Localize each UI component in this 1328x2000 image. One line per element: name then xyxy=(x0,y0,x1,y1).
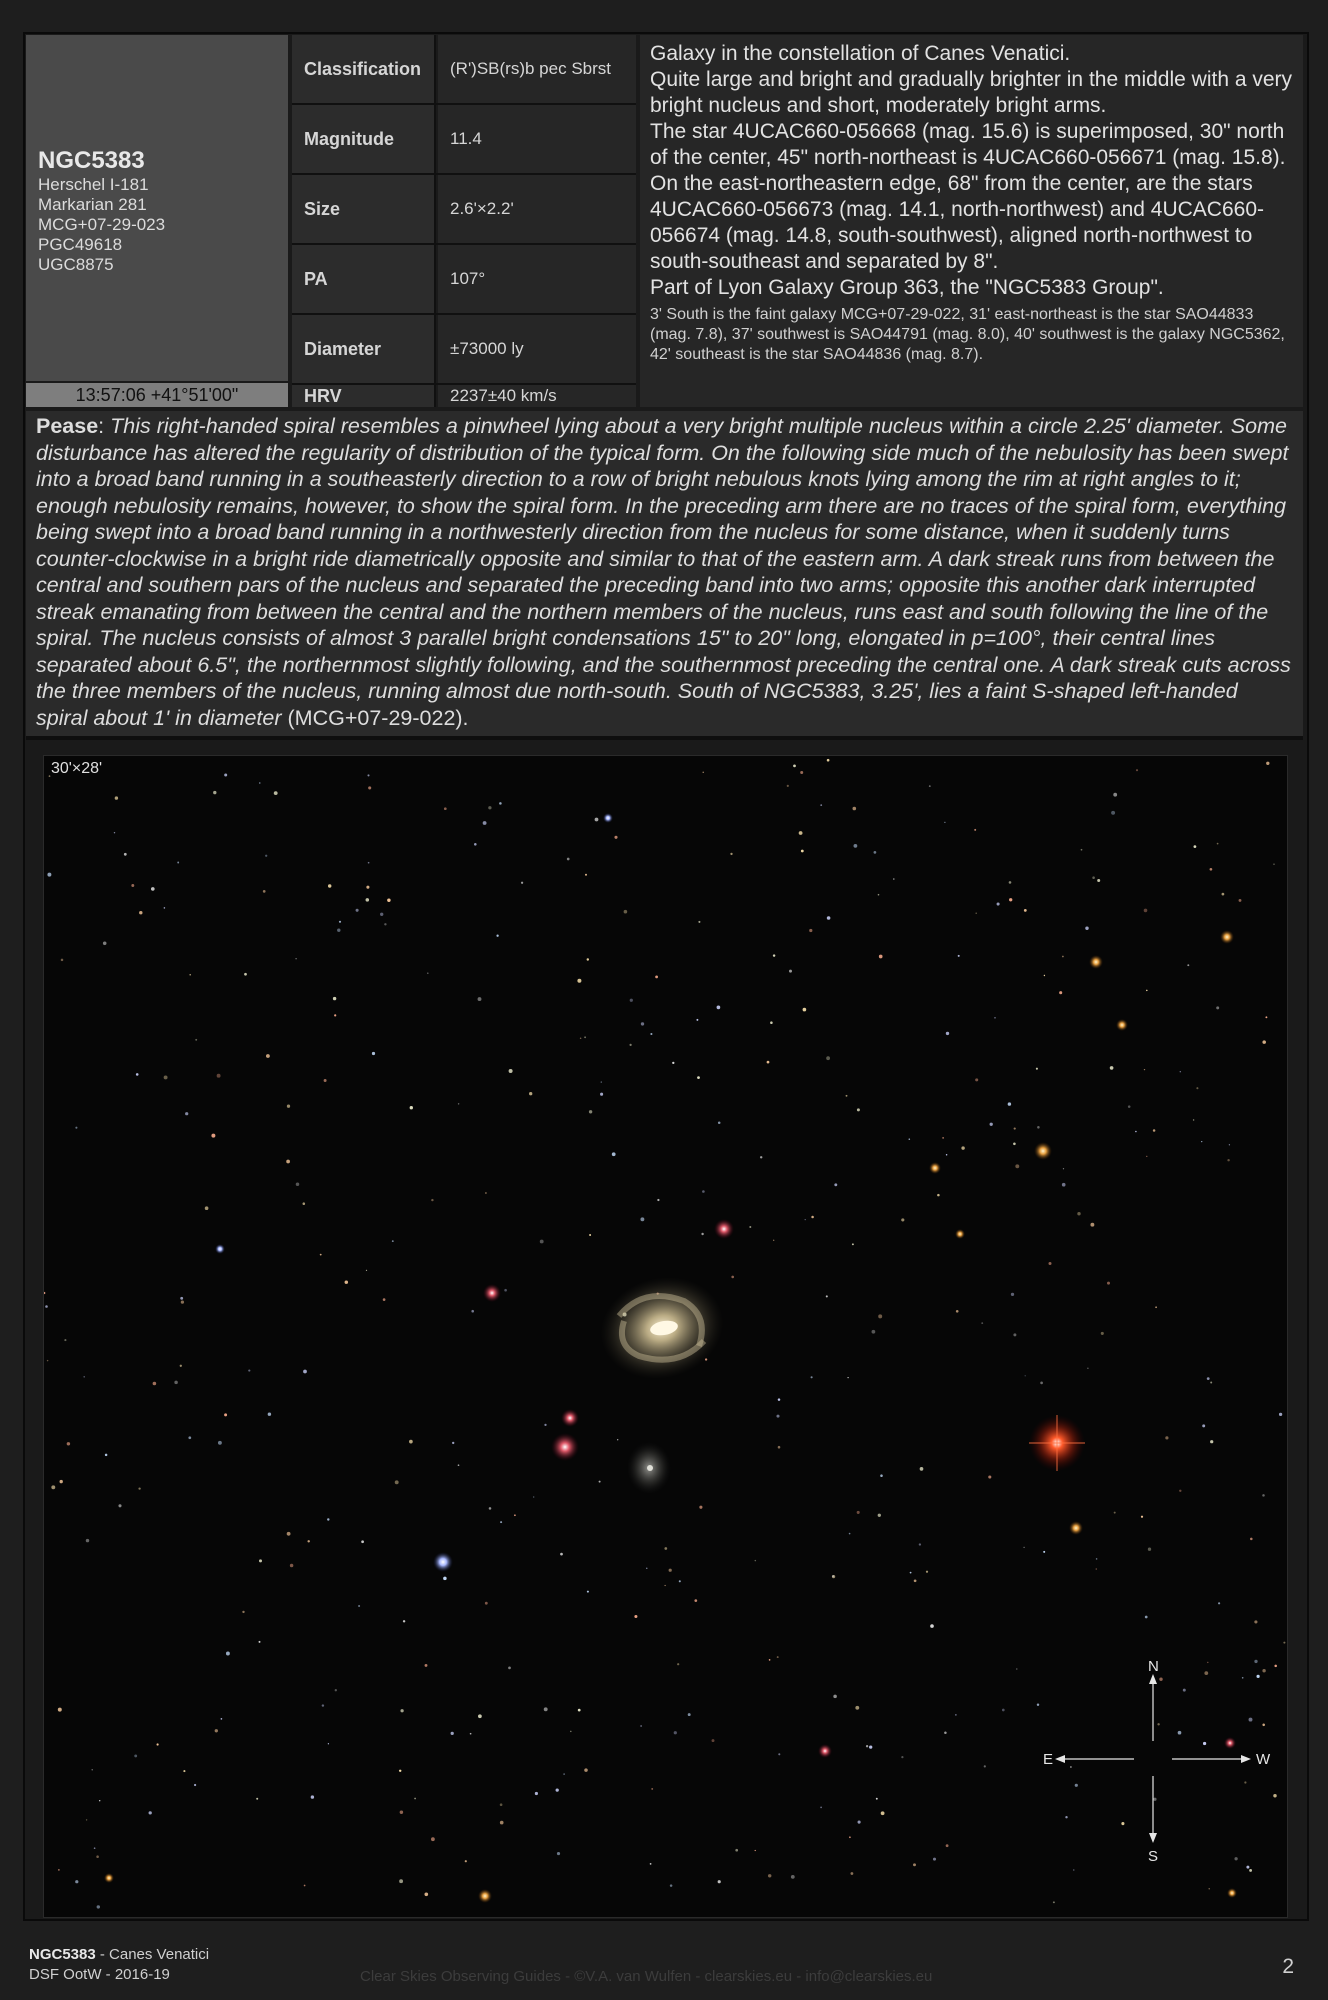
footer-constellation: - Canes Venatici xyxy=(95,1946,210,1963)
description-p2: Quite large and bright and gradually brighter in the middle with a very bright nucleus and short, moderately bright arms. xyxy=(650,68,1293,117)
divider xyxy=(26,736,1303,740)
pease-text: This right-handed spiral resembles a pinwheel lying about a very bright multiple nucleus within a circle 2.25' diameter. Some disturbance has altered the regularity of distribution of the typical form. On the following side much of the nebulosity has been swept into a broad band running in a southeasterly direction to a row of bright nebulous knots lying among the rim at right angles to it; enough nebulosity remains, however, to show the spiral form. In the preceding arm there are no traces of the spiral form, everything being swept into a broad band running in a northwesterly direction from the nucleus for some distance, when it suddenly turns counter-clockwise in a bright ride diametrically opposite and similar to that of the eastern arm. A dark streak runs from between the central and southern pars of the nucleus and separated the preceding band into two arms; opposite this another dark interrupted streak emanating from between the central and the northern members of the nucleus, runs east and south following the line of the spiral. The nucleus consists of almost 3 parallel bright condensations 15" to 20" long, elongated in p=100°, their central lines separated about 6.5", the northernmost slightly following, and the southernmost preceding the central one. A dark streak cuts across the three members of the nucleus, running almost due north-south. South of NGC5383, 3.25', lies a faint S-shaped left-handed spiral about 1' in diameter xyxy=(36,414,1291,730)
alias-4: PGC49618 xyxy=(38,235,123,254)
footer-series: DSF OotW - 2016-19 xyxy=(29,1966,170,1983)
page-number: 2 xyxy=(1282,1955,1294,1978)
field-of-view: 30'×28' xyxy=(51,760,103,777)
label-classification: Classification xyxy=(292,35,436,103)
footer-object-name: NGC5383 xyxy=(29,1946,96,1963)
footer-object xyxy=(29,1946,209,1963)
value-size: 2.6'×2.2' xyxy=(438,175,636,243)
description-p1: Galaxy in the constellation of Canes Venatici. xyxy=(650,42,1071,65)
row-classification xyxy=(292,35,636,105)
description-p5: Part of Lyon Galaxy Group 363, the "NGC5383 Group". xyxy=(650,276,1164,299)
compass-east: E xyxy=(1043,1751,1054,1768)
pease-description xyxy=(26,411,1303,736)
alias-1: Herschel I-181 xyxy=(38,175,149,194)
pease-tail: (MCG+07-29-022). xyxy=(281,705,469,730)
footer-credit: Clear Skies Observing Guides - ©V.A. van Wulfen - clearskies.eu - info@clearskies.eu xyxy=(360,1968,933,1985)
compass-north: N xyxy=(1148,1658,1159,1675)
description-p3: The star 4UCAC660-056668 (mag. 15.6) is superimposed, 30" north of the center, 45" north-northeast is 4UCAC660-056671 (mag. 15.8). xyxy=(650,120,1286,169)
description-p4: On the east-northeastern edge, 68" from the center, are the stars 4UCAC660-056673 (mag. 14.1, north-northwest) and 4UCAC660-056674 (mag. 14.8, south-southwest), aligned north-northwest to south-southeast and separated by 8". xyxy=(650,172,1264,273)
alias-3: MCG+07-29-023 xyxy=(38,215,166,234)
alias-2: Markarian 281 xyxy=(38,195,147,214)
row-pa xyxy=(292,245,636,315)
row-magnitude xyxy=(292,105,636,175)
label-magnitude: Magnitude xyxy=(292,105,436,173)
label-size: Size xyxy=(292,175,436,243)
description-panel xyxy=(640,35,1303,407)
value-pa: 107° xyxy=(438,245,636,313)
row-size xyxy=(292,175,636,245)
label-hrv: HRV xyxy=(292,385,436,407)
row-hrv xyxy=(292,385,636,407)
value-diameter: ±73000 ly xyxy=(438,315,636,383)
properties-table xyxy=(292,35,636,407)
alias-5: UGC8875 xyxy=(38,255,114,274)
description-p6: 3' South is the faint galaxy MCG+07-29-022, 31' east-northeast is the star SAO44833 (mag. 7.8), 37' southwest is SAO44791 (mag. 8.0), 40' southwest is the galaxy NGC5362, 42' southeast is the star SAO44836 (mag. 8.7). xyxy=(650,306,1285,363)
coordinates: 13:57:06 +41°51'00" xyxy=(26,383,288,407)
label-diameter: Diameter xyxy=(292,315,436,383)
star-field xyxy=(44,756,1287,1917)
label-pa: PA xyxy=(292,245,436,313)
row-diameter xyxy=(292,315,636,385)
value-classification: (R')SB(rs)b pec Sbrst xyxy=(438,35,636,103)
object-name: NGC5383 xyxy=(38,147,145,174)
compass-west: W xyxy=(1256,1751,1271,1768)
sky-image xyxy=(43,755,1288,1918)
object-id-panel xyxy=(26,35,288,381)
pease-colon: : xyxy=(98,414,111,438)
value-hrv: 2237±40 km/s xyxy=(438,385,636,407)
galaxy-mcg-07-29-022 xyxy=(627,1442,671,1494)
compass-south: S xyxy=(1148,1848,1159,1865)
pease-label: Pease xyxy=(36,414,99,438)
value-magnitude: 11.4 xyxy=(438,105,636,173)
